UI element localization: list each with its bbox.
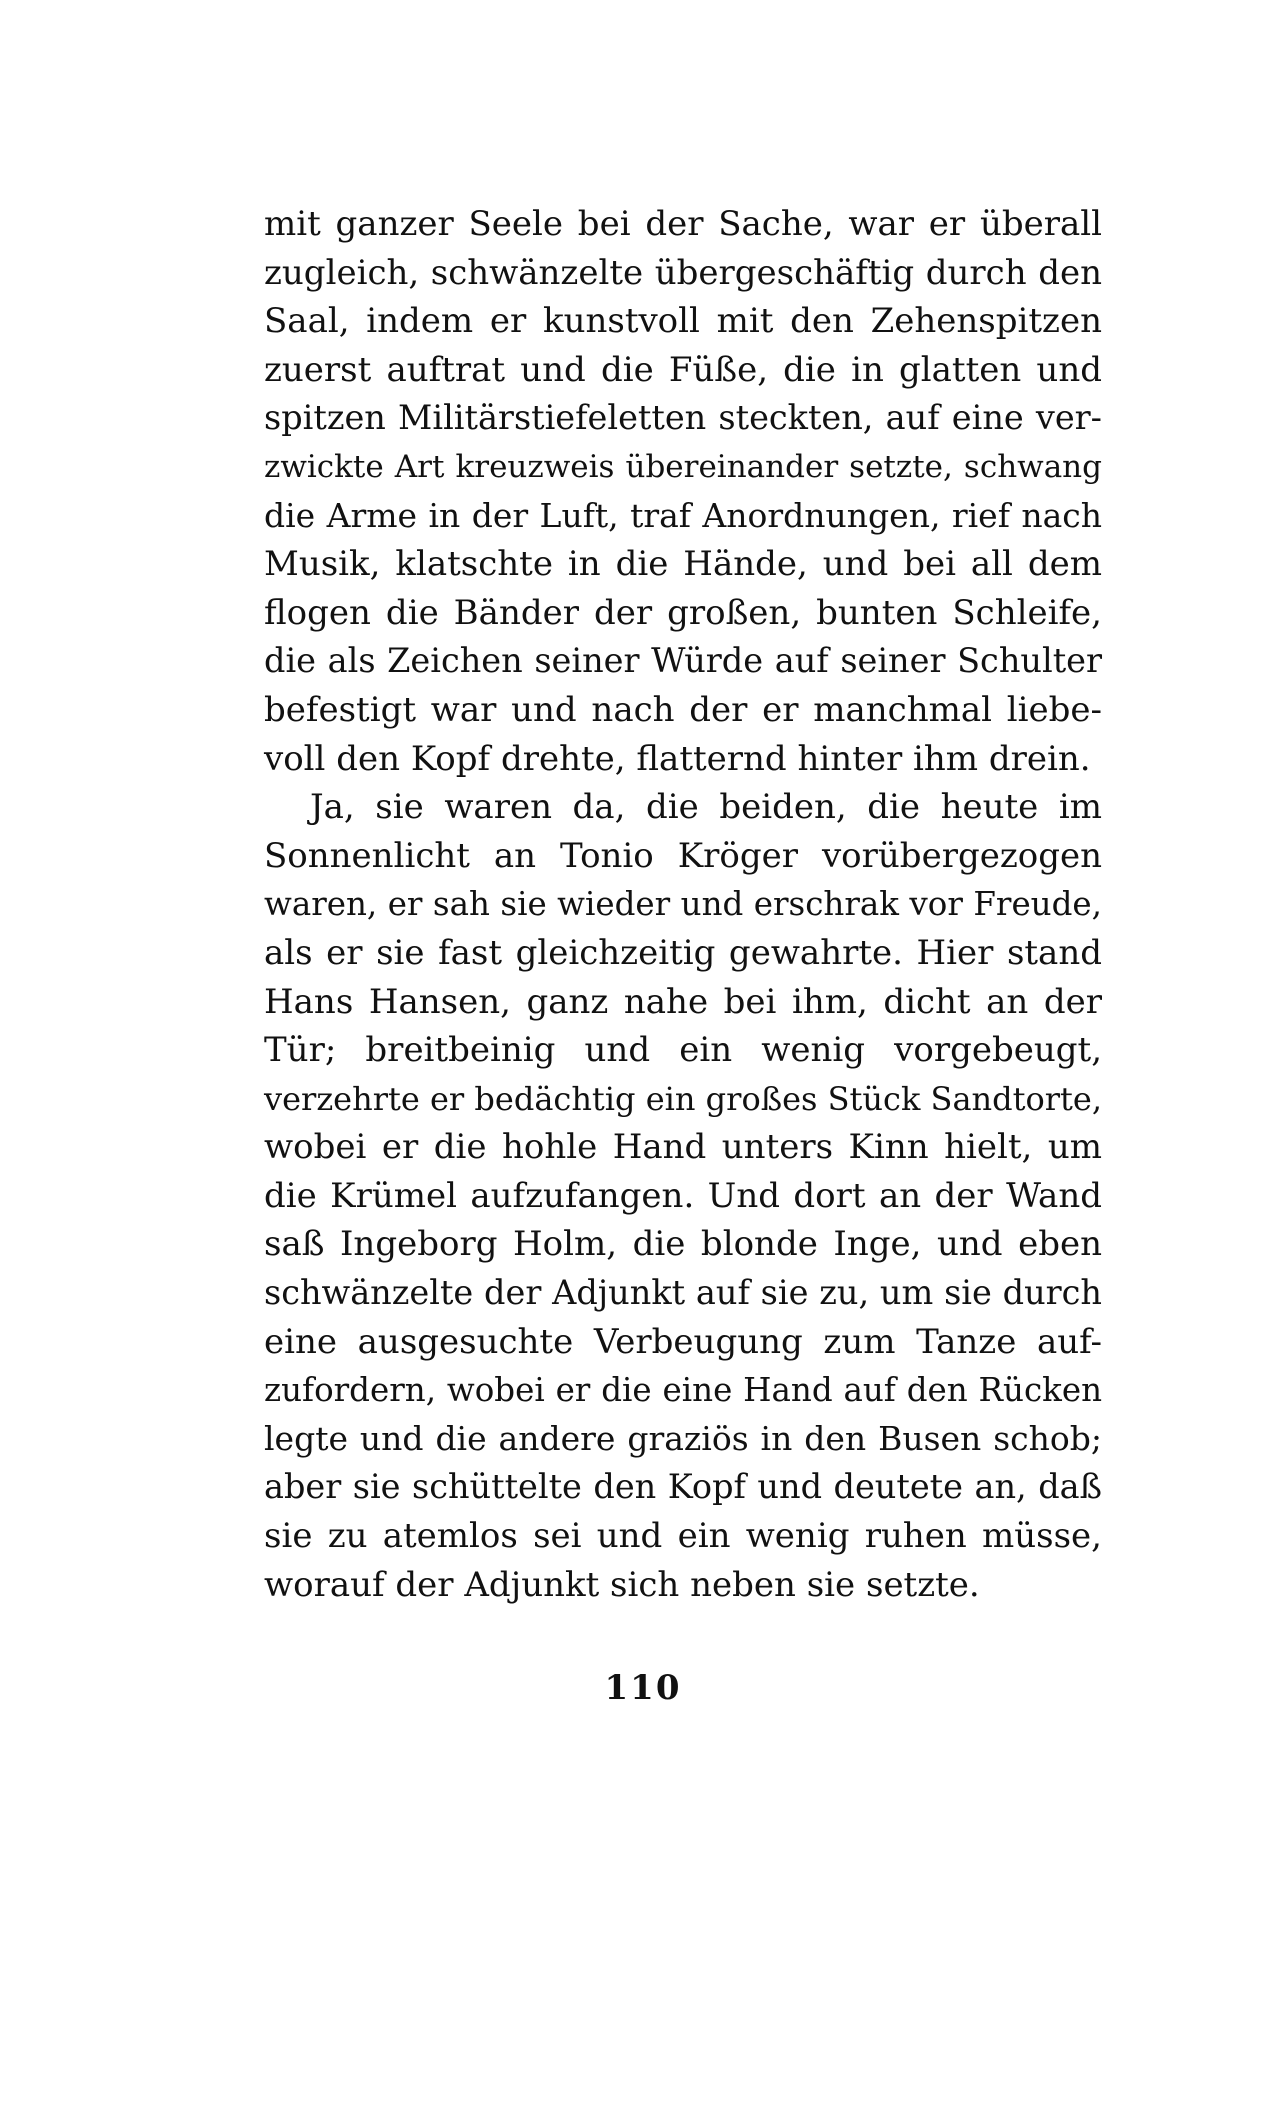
text-line: schwänzelte der Adjunkt auf sie zu, um sie durch (264, 1273, 1102, 1313)
text-line: wobei er die hohle Hand unters Kinn hielt, um (264, 1127, 1102, 1168)
text-line: die als Zeichen seiner Würde auf seiner Schulter (264, 641, 1102, 681)
text-line: zwickte Art kreuzweis übereinander setzte, schwang (264, 448, 1102, 485)
text-line: zuerst auftrat und die Füße, die in glatten und (264, 349, 1102, 390)
text-line: zufordern, wobei er die eine Hand auf den Rücken (264, 1371, 1102, 1410)
text-line: Hans Hansen, ganz nahe bei ihm, dicht an der (264, 981, 1102, 1022)
text-line: Musik, klatschte in die Hände, und bei all dem (264, 544, 1102, 585)
text-line: sie zu atemlos sei und ein wenig ruhen müsse, (264, 1516, 1102, 1557)
text-line: als er sie fast gleichzeitig gewahrte. Hier stand (264, 932, 1102, 973)
text-line: Sonnenlicht an Tonio Kröger vorübergezogen (264, 835, 1102, 876)
text-line: verzehrte er bedächtig ein großes Stück Sandtorte, (264, 1079, 1102, 1118)
text-line: eine ausgesuchte Verbeugung zum Tanze auf- (264, 1321, 1102, 1362)
text-line: mit ganzer Seele bei der Sache, war er überall (264, 204, 1102, 244)
page-number: 110 (604, 1668, 682, 1708)
body-text (264, 200, 1102, 1609)
text-line: legte und die andere graziös in den Busen schob; (264, 1418, 1102, 1458)
text-line: Saal, indem er kunstvoll mit den Zehenspitzen (264, 301, 1102, 342)
text-line: flogen die Bänder der großen, bunten Schleife, (264, 592, 1102, 633)
text-line: zugleich, schwänzelte übergeschäftig durch den (264, 252, 1102, 293)
text-line: voll den Kopf drehte, flatternd hinter ihm drein. (264, 738, 1091, 779)
paragraph-first-line: Ja, sie waren da, die beiden, die heute im (310, 787, 1102, 828)
text-line: waren, er sah sie wieder und erschrak vor Freude, (264, 885, 1102, 924)
text-line: befestigt war und nach der er manchmal liebe- (264, 689, 1102, 730)
text-line: Tür; breitbeinig und ein wenig vorgebeugt, (264, 1030, 1102, 1071)
text-line: spitzen Militärstiefeletten steckten, auf eine ver- (264, 398, 1102, 438)
text-line: worauf der Adjunkt sich neben sie setzte. (264, 1564, 980, 1605)
text-line: aber sie schüttelte den Kopf und deutete an, daß (264, 1467, 1102, 1507)
text-line: die Arme in der Luft, traf Anordnungen, rief nach (264, 495, 1102, 535)
text-line: die Krümel aufzufangen. Und dort an der Wand (264, 1175, 1102, 1216)
text-line: saß Ingeborg Holm, die blonde Inge, und eben (264, 1224, 1102, 1265)
